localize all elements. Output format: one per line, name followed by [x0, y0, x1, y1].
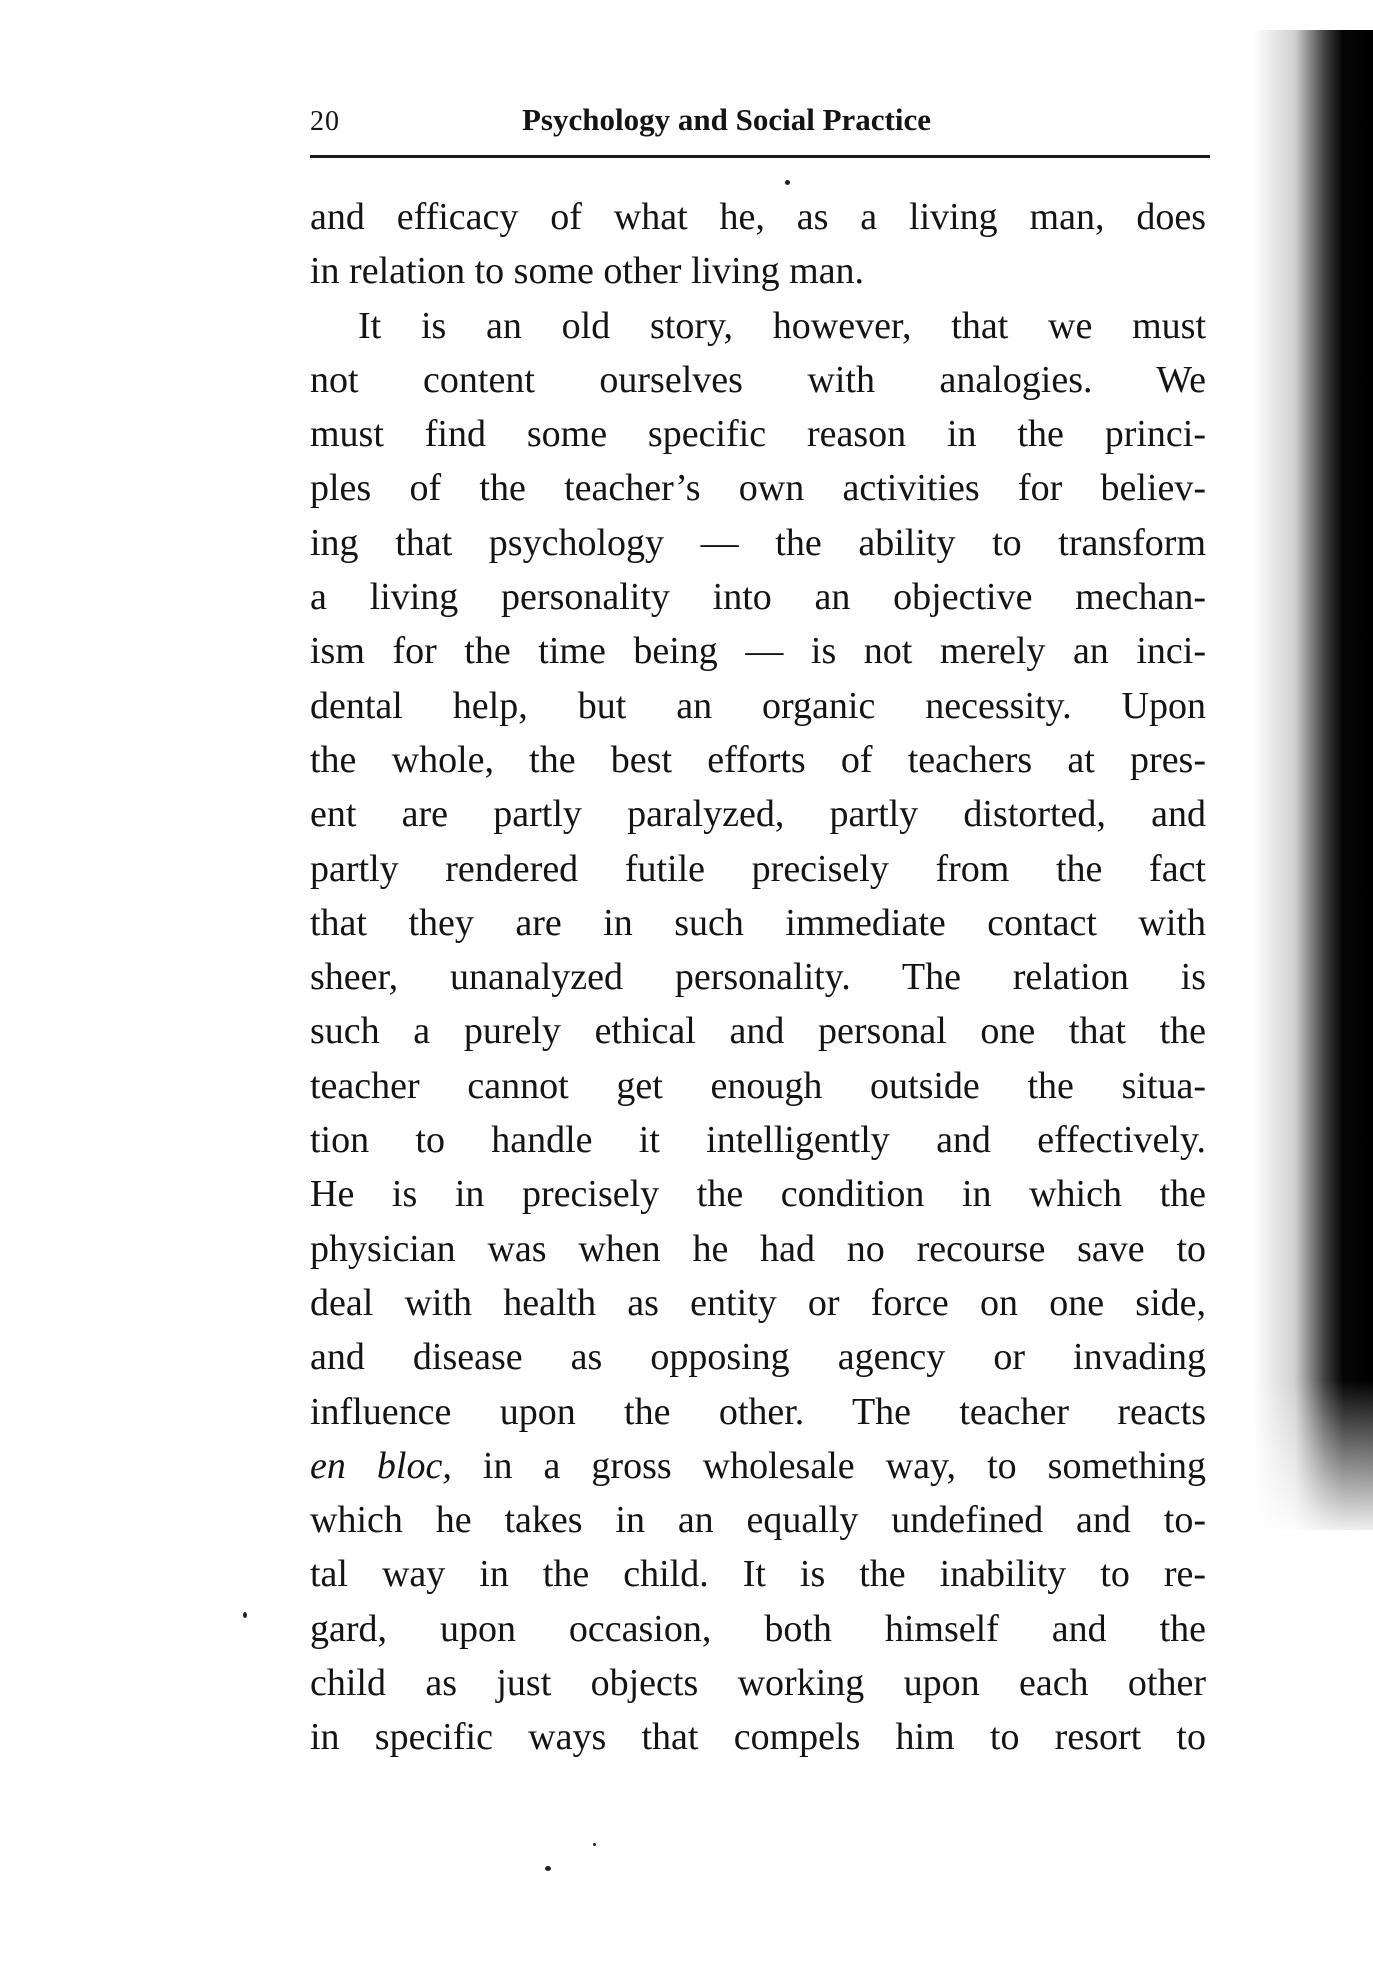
text-line: child as just objects working upon each other: [310, 1662, 1206, 1705]
text-line: and disease as opposing agency or invading: [310, 1336, 1206, 1379]
body-text: [310, 190, 1206, 1765]
text-line: in specific ways that compels him to resort to: [310, 1716, 1206, 1759]
header-rule: [310, 155, 1210, 158]
scan-speck: [243, 1612, 247, 1618]
text-line: dental help, but an organic necessity. Upon: [310, 684, 1206, 727]
text-line: ism for the time being — is not merely an inci-: [310, 630, 1206, 673]
running-head: [310, 100, 1210, 148]
running-title: Psychology and Social Practice: [522, 102, 931, 137]
text-line: He is in precisely the condition in which the: [310, 1173, 1206, 1216]
text-line: gard, upon occasion, both himself and the: [310, 1607, 1206, 1650]
text-line: in relation to some other living man.: [310, 250, 865, 293]
text-line-italic: [310, 1439, 1206, 1493]
scan-binding-fade: [1253, 1380, 1373, 1540]
text-line: sheer, unanalyzed personality. The relation is: [310, 956, 1206, 999]
text-line: ing that psychology — the ability to transform: [310, 521, 1206, 564]
scan-binding-shadow: [1253, 30, 1373, 1530]
text-line: tal way in the child. It is the inability to re-: [310, 1553, 1206, 1596]
text-line: must find some specific reason in the princi-: [310, 413, 1206, 456]
scan-speck: [545, 1866, 551, 1871]
text-line: partly rendered futile precisely from the fact: [310, 847, 1206, 890]
text-line: which he takes in an equally undefined and to-: [310, 1499, 1206, 1542]
text-line: and efficacy of what he, as a living man, does: [310, 196, 1206, 238]
page-number: 20: [310, 106, 340, 137]
text-line: not content ourselves with analogies. We: [310, 358, 1206, 401]
italic-phrase: en bloc,: [310, 1444, 452, 1487]
text-line: tion to handle it intelligently and effectively.: [310, 1119, 1206, 1162]
text-line: teacher cannot get enough outside the situa-: [310, 1064, 1206, 1107]
text-line: the whole, the best efforts of teachers at pres-: [310, 738, 1206, 781]
text-line: It is an old story, however, that we must: [358, 304, 1206, 347]
text-line: such a purely ethical and personal one that the: [310, 1010, 1206, 1053]
text-line: deal with health as entity or force on one side,: [310, 1281, 1206, 1324]
text-line: that they are in such immediate contact with: [310, 901, 1206, 944]
scan-speck: [785, 180, 790, 185]
text-line: a living personality into an objective mechan-: [310, 576, 1206, 619]
text-line: physician was when he had no recourse save to: [310, 1227, 1206, 1270]
text-line: ples of the teacher’s own activities for believ-: [310, 467, 1206, 510]
scan-speck: [593, 1843, 596, 1846]
text-line: influence upon the other. The teacher reacts: [310, 1390, 1206, 1433]
text-line: ent are partly paralyzed, partly distorted, and: [310, 793, 1206, 836]
text-line-rest: in a gross wholesale way, to something: [451, 1444, 1206, 1487]
